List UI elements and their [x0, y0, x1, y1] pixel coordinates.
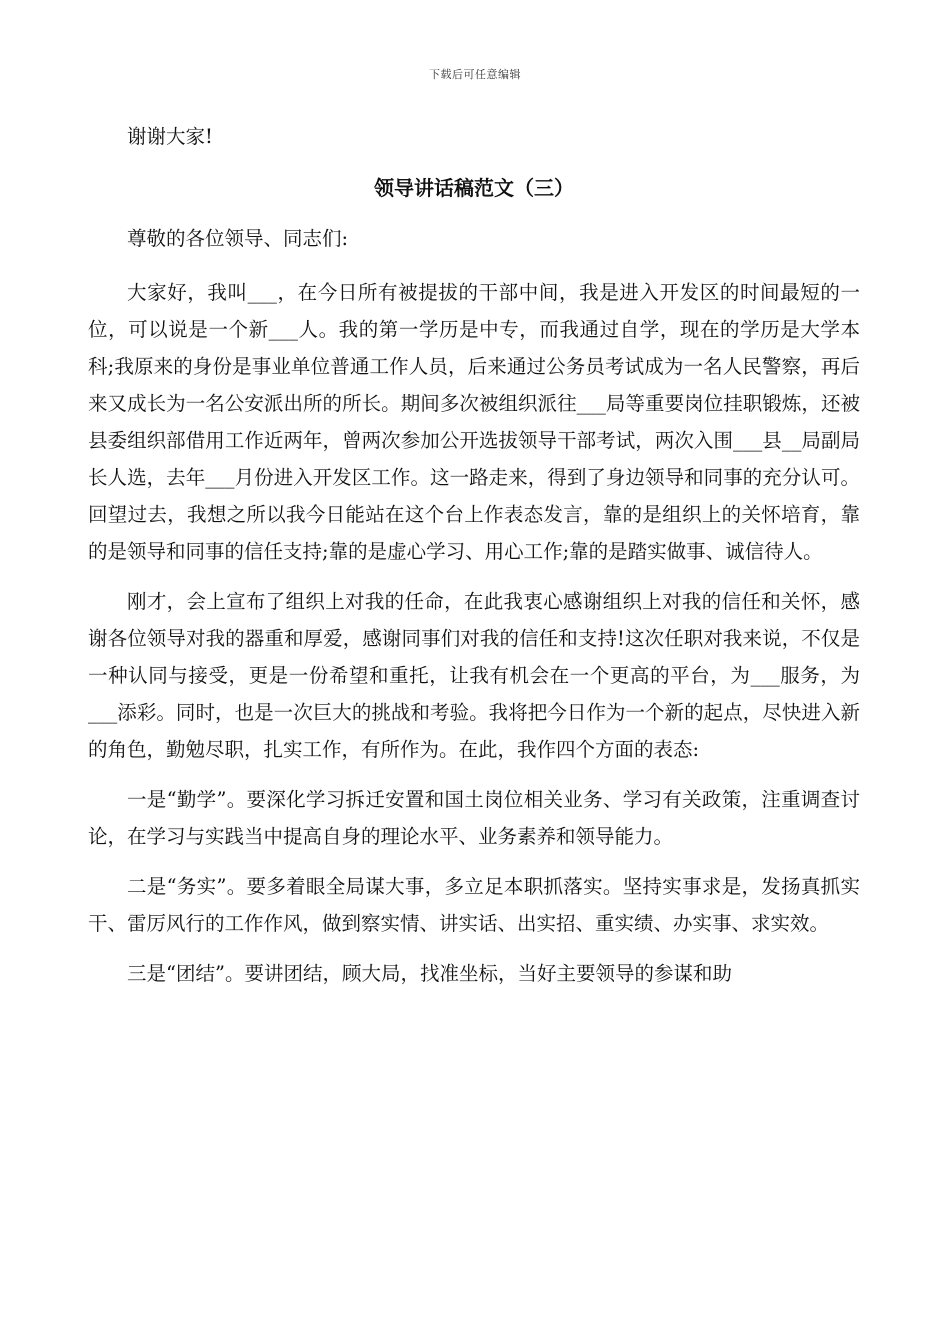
paragraph: 刚才，会上宣布了组织上对我的任命，在此我衷心感谢组织上对我的信任和关怀，感谢各位领导对我的器重和厚爱，感谢同事们对我的信任和支持!这次任职对我来说，不仅是一种认同与接受，更是一份希望和重托，让我有机会在一个更高的平台，为___服务，为___添彩。同时，也是一次巨大的挑战和考验。我将把今日作为一个新的起点，尽快进入新的角色，勤勉尽职，扎实工作，有所作为。在此，我作四个方面的表态:: [88, 590, 860, 761]
greeting: 尊敬的各位领导、同志们:: [127, 227, 349, 250]
paragraph: 三是“团结”。要讲团结，顾大局，找准坐标，当好主要领导的参谋和助: [127, 962, 732, 985]
paragraph: 一是“勤学”。要深化学习拆迁安置和国土岗位相关业务、学习有关政策，注重调查讨论，在学习与实践当中提高自身的理论水平、业务素养和领导能力。: [88, 788, 860, 848]
paragraph: 大家好，我叫___，在今日所有被提拔的干部中间，我是进入开发区的时间最短的一位，可以说是一个新___人。我的第一学历是中专，而我通过自学，现在的学历是大学本科;我原来的身份是事业单位普通工作人员，后来通过公务员考试成为一名人民警察，再后来又成长为一名公安派出所的所长。期间多次被组织派往___局等重要岗位挂职锻炼，还被县委组织部借用工作近两年，曾两次参加公开选拔领导干部考试，两次入围___县__局副局长人选，去年___月份进入开发区工作。这一路走来，得到了身边领导和同事的充分认可。回望过去，我想之所以我今日能站在这个台上作表态发言，靠的是组织上的关怀培育，靠的是领导和同事的信任支持;靠的是虚心学习、用心工作;靠的是踏实做事、诚信待人。: [88, 281, 860, 563]
document-title: 领导讲话稿范文（三）: [374, 176, 574, 200]
paragraph: 二是“务实”。要多着眼全局谋大事，多立足本职抓落实。坚持实事求是，发扬真抓实干、雷厉风行的工作作风，做到察实情、讲实话、出实招、重实绩、办实事、求实效。: [88, 875, 860, 935]
closing-line: 谢谢大家!: [127, 125, 213, 148]
header-note: 下载后可任意编辑: [429, 68, 521, 81]
document-body: [88, 118, 860, 1005]
